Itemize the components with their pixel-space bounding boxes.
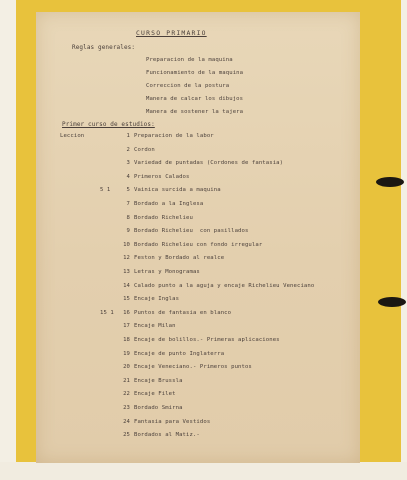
primer-curso-heading: Primer curso de estudios: (62, 121, 155, 128)
lesson-text: Bordado Richelieu con fondo irregular (134, 241, 263, 248)
regla-line: Funcionamiento de la maquina (146, 70, 244, 76)
lesson-number: 21 (123, 377, 130, 384)
lesson-number: 8 (126, 214, 130, 221)
lesson-number: 12 (123, 255, 130, 262)
lesson-text: Cordon (134, 146, 155, 153)
background-bottom-margin (0, 462, 407, 480)
lesson-text: Bordado Richelieu (134, 214, 193, 221)
lesson-text: Feston y Bordado al realce (134, 255, 225, 262)
lesson-text: Calado punto a la aguja y encaje Richelieu Veneciano (134, 282, 315, 289)
lesson-number: 2 (126, 146, 130, 153)
lesson-number: 14 (123, 282, 130, 289)
lesson-number: 9 (126, 228, 130, 235)
lesson-text: Primeros Calados (134, 173, 190, 180)
lesson-text: Preparacion de la labor (134, 133, 214, 139)
lesson-text: Encaje Filet (134, 391, 176, 398)
lesson-text: Fantasia para Vestidos (134, 418, 211, 425)
lesson-number: 13 (123, 269, 130, 275)
lesson-number: 19 (123, 350, 130, 357)
lesson-number: 5 (126, 187, 130, 194)
lesson-number: 24 (123, 418, 130, 425)
reglas-heading: Reglas generales: (72, 44, 136, 51)
binder-hole (378, 297, 406, 307)
lesson-text: Encaje de punto Inglaterra (134, 350, 225, 357)
regla-line: Correccion de la postura (146, 83, 230, 89)
lesson-number: 16 (123, 309, 130, 316)
lesson-text: Vainica surcida a maquina (134, 187, 221, 194)
lesson-side-note: 5 1 (100, 187, 111, 194)
regla-line: Manera de sostener la tajera (146, 109, 244, 115)
lesson-text: Variedad de puntadas (Cordones de fantasia) (134, 160, 284, 167)
lesson-number: 15 (123, 296, 130, 303)
lesson-text: Encaje Veneciano.- Primeros puntos (134, 364, 252, 371)
lesson-text: Bordados al Matiz.- (134, 432, 200, 439)
background-left-margin (0, 0, 16, 480)
lesson-number: 10 (123, 241, 130, 248)
regla-line: Manera de calcar los dibujos (146, 96, 244, 102)
lesson-side-note: 15 1 (100, 309, 114, 316)
lesson-number: 18 (123, 337, 130, 343)
lesson-text: Letras y Monogramas (134, 269, 200, 275)
lesson-number: 20 (123, 364, 130, 371)
lesson-number: 4 (126, 173, 130, 180)
page-title: CURSO PRIMARIO (136, 29, 207, 37)
binder-hole (376, 177, 404, 187)
lesson-number: 25 (123, 432, 130, 439)
typed-page (36, 12, 360, 463)
lesson-number: 3 (126, 160, 130, 167)
leccion-label: Leccion (60, 133, 85, 139)
lesson-text: Encaje Inglas (134, 296, 180, 303)
lesson-number: 17 (123, 323, 130, 330)
lesson-number: 1 (126, 133, 130, 139)
lesson-text: Encaje de bolillos.- Primeras aplicaciones (134, 337, 280, 343)
background-right-margin (401, 0, 407, 480)
lesson-text: Bordado Richelieu con pasillados (134, 228, 249, 235)
lesson-text: Encaje Brussla (134, 377, 183, 384)
lesson-number: 22 (123, 391, 130, 398)
lesson-number: 7 (126, 201, 130, 207)
lesson-text: Puntos de fantasia en blanco (134, 309, 232, 316)
lesson-text: Bordado Smirna (134, 405, 183, 411)
lesson-text: Bordado a la Inglesa (134, 201, 204, 207)
lesson-number: 23 (123, 405, 130, 411)
lesson-text: Encaje Milan (134, 323, 176, 330)
regla-line: Preparacion de la maquina (146, 57, 233, 63)
